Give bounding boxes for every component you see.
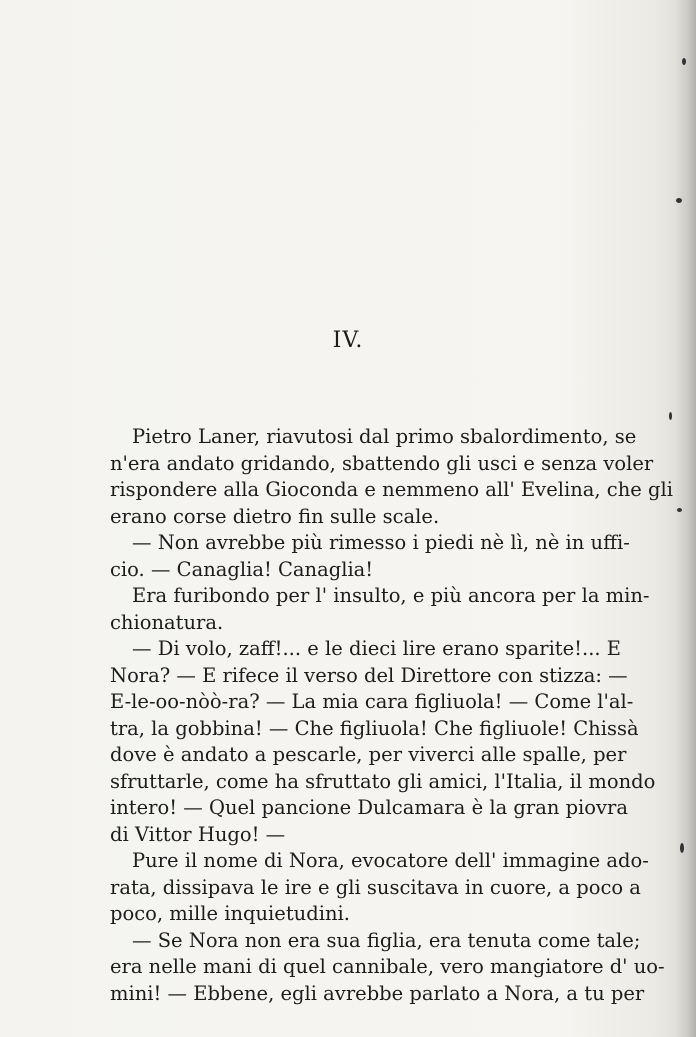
text-line: intero! — Quel pancione Dulcamara è la gran piovra <box>110 796 628 819</box>
text-line: tra, la gobbina! — Che figliuola! Che figliuole! Chissà <box>110 716 639 740</box>
text-line: — Non avrebbe più rimesso i piedi nè lì, nè in uffi- <box>132 531 630 554</box>
text-line: di Vittor Hugo! — <box>110 822 286 846</box>
text-line: Pure il nome di Nora, evocatore dell' immagine ado- <box>132 849 649 872</box>
text-line: rispondere alla Gioconda e nemmeno all' Evelina, che gli <box>110 478 673 501</box>
text-line: — Di volo, zaff!... e le dieci lire erano sparite!... E <box>132 637 622 660</box>
text-line: poco, mille inquietudini. <box>110 902 350 925</box>
text-line: mini! — Ebbene, egli avrebbe parlato a Nora, a tu per <box>110 981 645 1005</box>
ink-speck <box>676 198 682 203</box>
page-edge-shadow <box>674 0 696 1037</box>
text-line: sfruttarle, come ha sfruttato gli amici, l'Italia, il mondo <box>110 769 656 793</box>
ink-speck <box>677 508 682 512</box>
text-line: cio. — Canaglia! Canaglia! <box>110 557 374 581</box>
ink-speck <box>680 843 684 853</box>
ink-speck <box>682 58 686 65</box>
text-line: E-le-oo-nòò-ra? — La mia cara figliuola! — Come l'al- <box>110 690 634 713</box>
text-line: era nelle mani di quel cannibale, vero mangiatore d' uo- <box>110 955 665 978</box>
text-line: Nora? — E rifece il verso del Direttore con stizza: — <box>110 663 628 687</box>
text-line: rata, dissipava le ire e gli suscitava in cuore, a poco a <box>110 875 641 899</box>
ink-speck <box>669 412 672 420</box>
body-text <box>110 424 673 1007</box>
text-line: chionatura. <box>110 610 224 634</box>
text-line: Pietro Laner, riavutosi dal primo sbalordimento, se <box>132 425 637 448</box>
chapter-heading: IV. <box>332 328 364 353</box>
text-line: n'era andato gridando, sbattendo gli usci e senza voler <box>110 451 654 475</box>
text-line: dove è andato a pescarle, per viverci alle spalle, per <box>110 743 627 766</box>
text-line: — Se Nora non era sua figlia, era tenuta come tale; <box>132 928 641 952</box>
text-line: erano corse dietro fin sulle scale. <box>110 504 440 528</box>
text-line: Era furibondo per l' insulto, e più ancora per la min- <box>132 584 650 607</box>
